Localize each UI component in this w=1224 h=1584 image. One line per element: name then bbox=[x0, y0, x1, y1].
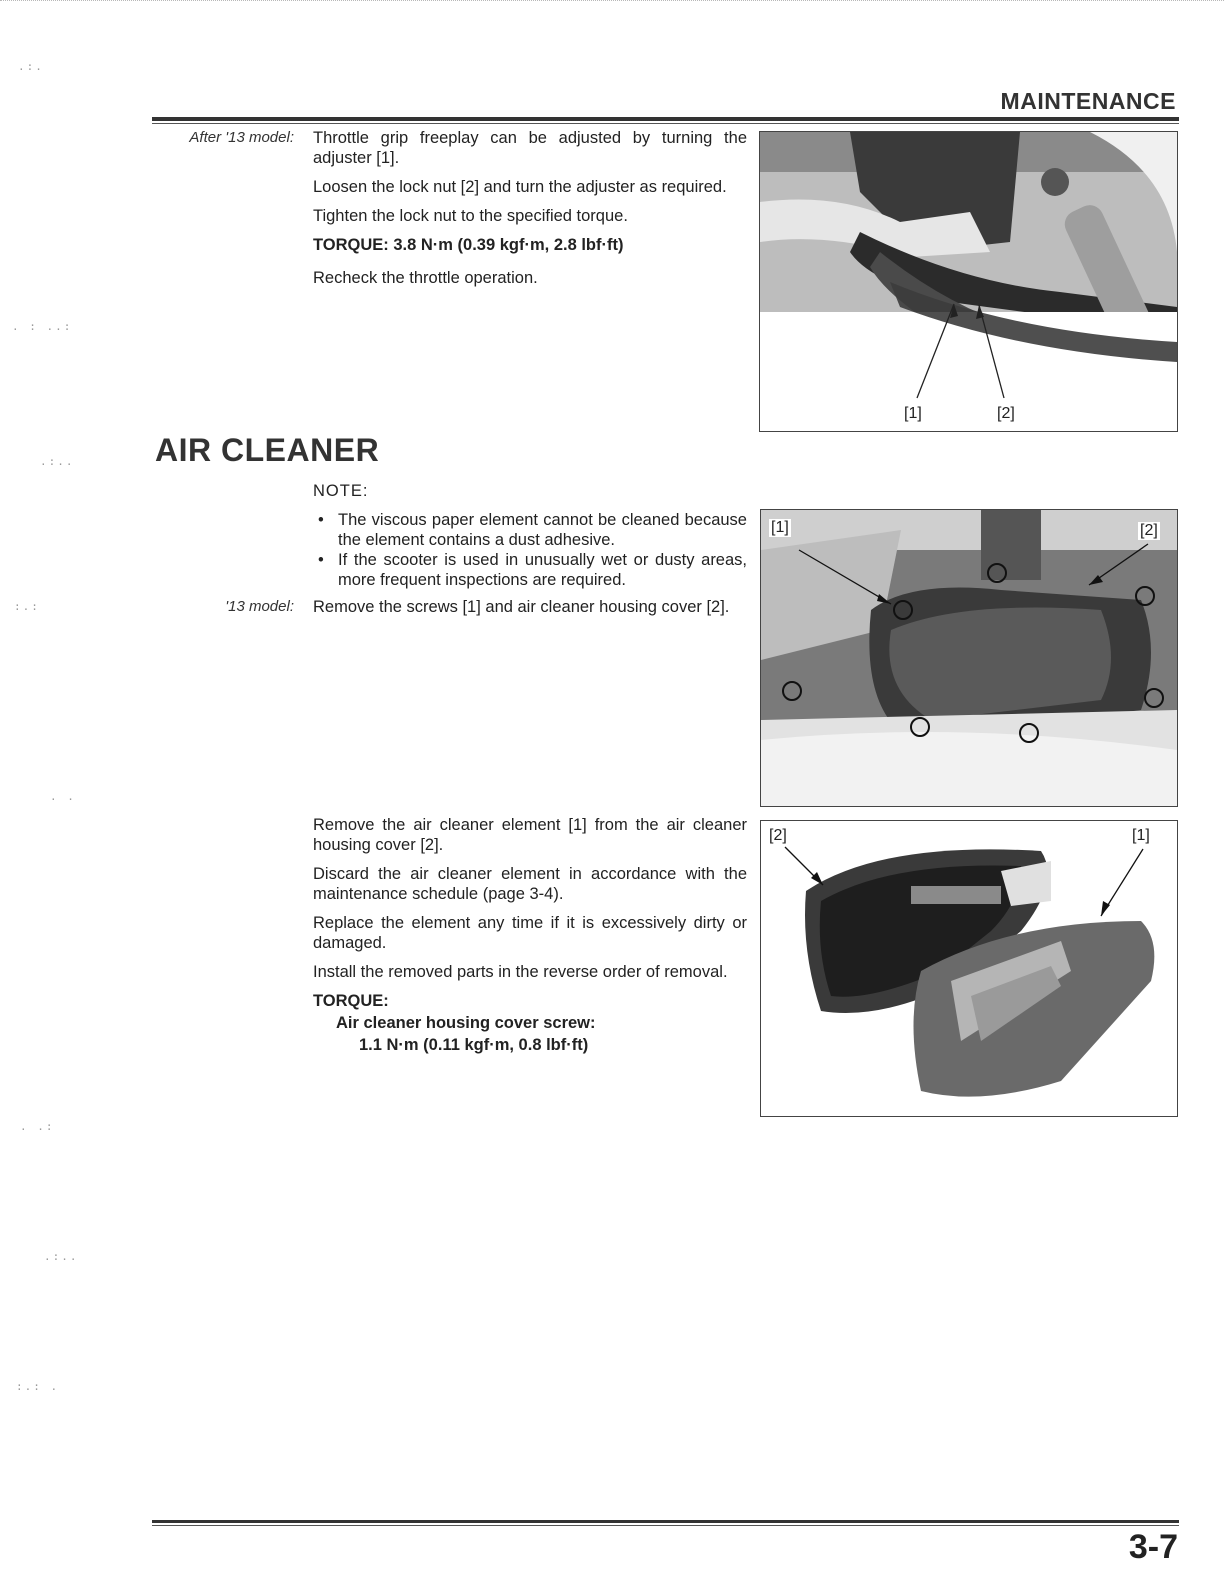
housing-fig-callout-1: [1] bbox=[771, 519, 789, 536]
throttle-para-loosen: Loosen the lock nut [2] and turn the adjuster as required. bbox=[313, 178, 727, 196]
note-item-wet-dusty: • If the scooter is used in unusually wet or dusty areas, more frequent inspections are required. bbox=[313, 550, 747, 590]
remove-cover-para: Remove the screws [1] and air cleaner housing cover [2]. bbox=[313, 598, 730, 616]
element-text-block bbox=[313, 815, 747, 1055]
header-rule-thin bbox=[152, 123, 1179, 124]
note-item-viscous: • The viscous paper element cannot be cleaned because the element contains a dust adhesive. bbox=[313, 510, 747, 550]
air-cleaner-heading: AIR CLEANER bbox=[155, 432, 380, 468]
throttle-fig-callout-1: [1] bbox=[904, 405, 922, 422]
housing-fig-callout-2: [2] bbox=[1140, 522, 1158, 539]
model-label-after-13: After '13 model: bbox=[189, 129, 294, 146]
air-cleaner-note-block bbox=[313, 481, 747, 590]
scan-top-edge bbox=[0, 0, 1224, 9]
element-photo-drawing bbox=[761, 821, 1177, 1116]
header-rule bbox=[152, 117, 1179, 121]
throttle-text-block bbox=[313, 128, 747, 297]
remove-cover-text bbox=[313, 597, 747, 626]
footer-rule bbox=[152, 1520, 1179, 1523]
housing-cover-photo bbox=[760, 509, 1178, 807]
install-para: Install the removed parts in the reverse order of removal. bbox=[313, 963, 728, 981]
page-number: 3-7 bbox=[1128, 1528, 1178, 1566]
throttle-para-tighten: Tighten the lock nut to the specified torque. bbox=[313, 207, 628, 225]
note-title: NOTE: bbox=[313, 482, 369, 500]
model-label-13: '13 model: bbox=[225, 598, 294, 615]
throttle-para-adjust: Throttle grip freeplay can be adjusted by turning the adjuster [1]. bbox=[313, 129, 747, 167]
throttle-fig-callout-2: [2] bbox=[997, 405, 1015, 422]
element-fig-callout-1: [1] bbox=[1132, 827, 1150, 844]
air-cleaner-torque-title: TORQUE: bbox=[313, 992, 389, 1010]
footer-rule-thin bbox=[152, 1525, 1179, 1526]
air-cleaner-torque-item: Air cleaner housing cover screw: bbox=[336, 1014, 596, 1032]
air-cleaner-torque-value: 1.1 N·m (0.11 kgf·m, 0.8 lbf·ft) bbox=[359, 1036, 589, 1054]
replace-element-para: Replace the element any time if it is excessively dirty or damaged. bbox=[313, 914, 747, 952]
throttle-photo-drawing bbox=[760, 132, 1177, 431]
throttle-torque-spec: TORQUE: 3.8 N·m (0.39 kgf·m, 2.8 lbf·ft) bbox=[313, 236, 624, 254]
scan-margin-noise: .:. . : ..: .:.. :.: . . . .: .:.. :.: . bbox=[12, 60, 79, 1393]
throttle-adjuster-photo bbox=[759, 131, 1178, 432]
air-cleaner-element-photo bbox=[760, 820, 1178, 1117]
remove-element-para: Remove the air cleaner element [1] from the air cleaner housing cover [2]. bbox=[313, 816, 747, 854]
element-fig-callout-2: [2] bbox=[769, 827, 787, 844]
housing-photo-drawing bbox=[761, 510, 1177, 806]
section-title: MAINTENANCE bbox=[1000, 88, 1176, 114]
throttle-para-recheck: Recheck the throttle operation. bbox=[313, 269, 538, 287]
discard-element-para: Discard the air cleaner element in accordance with the maintenance schedule (page 3-4). bbox=[313, 865, 747, 903]
note-list bbox=[313, 510, 747, 590]
